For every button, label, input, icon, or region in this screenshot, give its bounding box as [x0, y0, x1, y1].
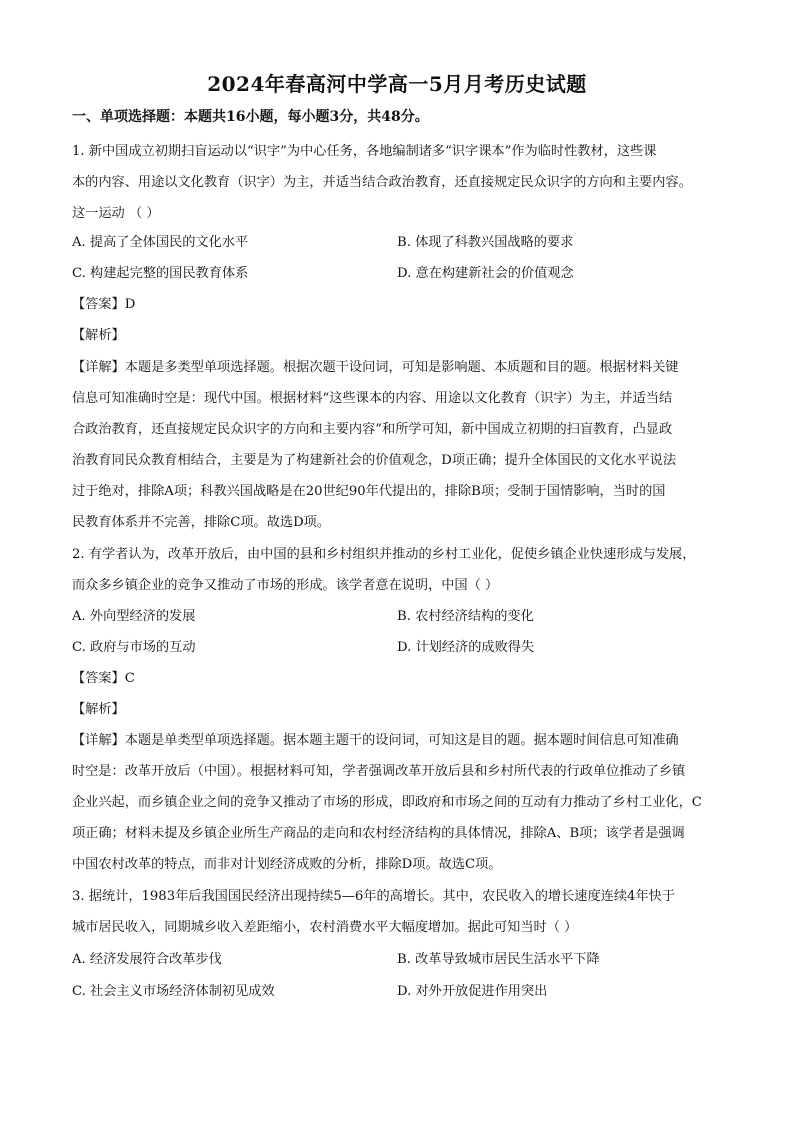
q3-stem-line-1: 3. 据统计，1983年后我国国民经济出现持续5—6年的高增长。其中，农民收入的增长速度连续4年快于	[72, 889, 676, 904]
q1-option-b: B. 体现了科教兴国战略的要求	[397, 235, 574, 250]
q1-detail-line-5: 过于绝对，排除A项；科教兴国战略是在20世纪90年代提出的，排除B项；受制于国情影响，当时的国	[72, 484, 666, 499]
q2-stem-line-2: 而众多乡镇企业的竞争又推动了市场的形成。该学者意在说明，中国（ ）	[72, 578, 499, 593]
q1-option-d: D. 意在构建新社会的价值观念	[397, 266, 574, 281]
q1-answer: 【答案】D	[72, 297, 136, 312]
q1-option-a: A. 提高了全体国民的文化水平	[72, 235, 249, 250]
q3-stem-line-2: 城市居民收入，同期城乡收入差距缩小，农村消费水平大幅度增加。据此可知当时（ ）	[72, 920, 578, 935]
q1-detail-line-6: 民教育体系并不完善，排除C项。故选D项。	[72, 515, 331, 530]
q2-detail-line-1: 【详解】本题是单类型单项选择题。据本题主题干的设问词，可知这是目的题。据本题时间信息可知准确	[72, 733, 679, 748]
q2-option-d: D. 计划经济的成败得失	[397, 640, 535, 655]
q2-option-b: B. 农村经济结构的变化	[397, 609, 534, 624]
q3-option-d: D. 对外开放促进作用突出	[397, 984, 548, 999]
q1-detail-line-2: 信息可知准确时空是：现代中国。根据材料“这些课本的内容、用途以文化教育（识字）为主，并适当结	[72, 391, 673, 406]
q2-option-c: C. 政府与市场的互动	[72, 640, 196, 655]
q3-option-a: A. 经济发展符合改革步伐	[72, 952, 222, 967]
q1-stem-line-1: 1. 新中国成立初期扫盲运动以“识字”为中心任务，各地编制诸多“识字课本”作为临时性教材，这些课	[72, 144, 657, 159]
q2-answer: 【答案】C	[72, 671, 135, 686]
q1-detail-line-1: 【详解】本题是多类型单项选择题。根据次题干设问词，可知是影响题、本质题和目的题。根据材料关键	[72, 360, 679, 375]
q2-analysis-label: 【解析】	[72, 702, 125, 717]
q3-option-c: C. 社会主义市场经济体制初见成效	[72, 984, 275, 999]
q1-stem-line-3: 这一运动 （ ）	[72, 206, 160, 221]
q3-option-b: B. 改革导致城市居民生活水平下降	[397, 952, 600, 967]
section-heading: 一、单项选择题：本题共16小题，每小题3分，共48分。	[72, 109, 429, 125]
q1-detail-line-3: 合政治教育，还直接规定民众识字的方向和主要内容”和所学可知，新中国成立初期的扫盲教育，凸显政	[72, 422, 673, 437]
page-title: 2024年春高河中学高一5月月考历史试题	[207, 72, 587, 96]
q2-detail-line-2: 时空是：改革开放后（中国）。根据材料可知，学者强调改革开放后县和乡村所代表的行政单位推动了乡镇	[72, 764, 686, 779]
q1-stem-line-2: 本的内容、用途以文化教育（识字）为主，并适当结合政治教育，还直接规定民众识字的方向和主要内容。	[72, 175, 692, 190]
q2-detail-line-3: 企业兴起，而乡镇企业之间的竞争又推动了市场的形成，即政府和市场之间的互动有力推动了乡村工业化，C	[72, 795, 702, 810]
q1-option-c: C. 构建起完整的国民教育体系	[72, 266, 249, 281]
q2-detail-line-4: 项正确；材料未提及乡镇企业所生产商品的走向和农村经济结构的具体情况，排除A、B项；该学者是强调	[72, 826, 685, 841]
q2-option-a: A. 外向型经济的发展	[72, 609, 196, 624]
q2-stem-line-1: 2. 有学者认为，改革开放后，由中国的县和乡村组织并推动的乡村工业化，促使乡镇企业快速形成与发展，	[72, 547, 696, 562]
q2-detail-line-5: 中国农村改革的特点，而非对计划经济成败的分析，排除D项。故选C项。	[72, 857, 502, 872]
q1-analysis-label: 【解析】	[72, 328, 125, 343]
q1-detail-line-4: 治教育同民众教育相结合，主要是为了构建新社会的价值观念，D项正确；提升全体国民的文化水平说法	[72, 453, 677, 468]
